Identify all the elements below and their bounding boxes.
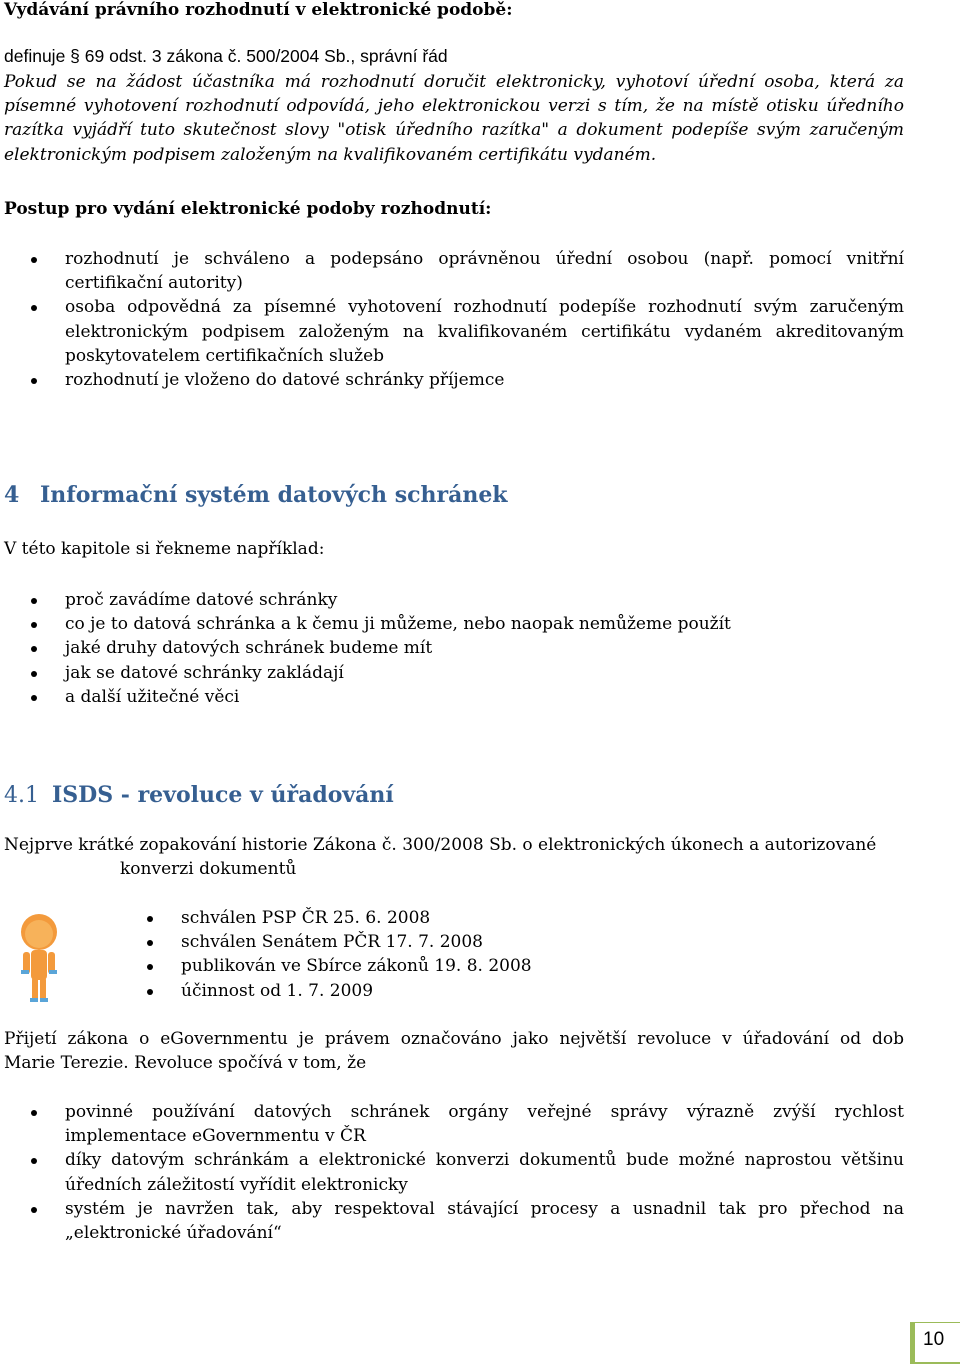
list-item [4,612,904,636]
chapter-number: 4 [4,482,20,508]
procedure-heading: Postup pro vydání elektronické podoby rozhodnutí: [4,199,492,219]
list-item-text: rozhodnutí je vloženo do datové schránky příjemce [65,370,505,391]
bullet-icon [147,940,153,946]
list-item-text: co je to datová schránka a k čemu ji můžeme, nebo naopak nemůžeme použít [65,614,731,635]
subchapter-number: 4.1 [4,783,39,808]
list-item-text: povinné používání datových schránek orgány veřejné správy výrazně zvýší rychlost [65,1102,904,1122]
bullet-icon [147,916,153,922]
list-item-text: elektronickým podpisem založeným na kvalifikovaném certifikátu vydaném akreditovaným [65,321,904,342]
list-item [4,1100,904,1148]
list-item-text: schválen Senátem PČR 17. 7. 2008 [181,932,483,953]
list-item [120,930,620,954]
page-number-underline [910,1362,960,1364]
list-item-text: certifikační autority) [65,273,243,294]
list-item [120,906,620,930]
bullet-icon [31,378,37,384]
list-item-text: poskytovatelem certifikačních služeb [65,345,385,366]
list-item-text: publikován ve Sbírce zákonů 19. 8. 2008 [181,956,532,977]
law-quote-line: Pokud se na žádost účastníka má rozhodnutí doručit elektronicky, vyhotoví úřední osoba, která za [4,72,904,92]
bullet-icon [31,695,37,701]
law-quote-line: písemné vyhotovení rozhodnutí odpovídá, jeho elektronickou verzi s tím, že na místě otisku úředního [4,96,904,117]
list-item [4,636,904,660]
list-item-text: schválen PSP ČR 25. 6. 2008 [181,908,431,928]
law-dates-list [120,906,620,1003]
list-item-text: systém je navržen tak, aby respektoval stávající procesy a usnadnil tak pro přechod na [65,1198,904,1219]
history-intro-line: Nejprve krátké zopakování historie Zákona č. 300/2008 Sb. o elektronických úkonech a autorizované [4,835,877,855]
bullet-icon [31,646,37,652]
bullet-icon [31,598,37,604]
list-item [4,685,904,709]
list-item-text: a další užitečné věci [65,686,240,707]
list-item [4,661,904,685]
bullet-icon [31,257,37,263]
bullet-icon [31,1110,37,1116]
bullet-icon [31,305,37,311]
list-item [4,295,904,368]
revolution-intro-line: Marie Terezie. Revoluce spočívá v tom, že [4,1053,367,1074]
list-item-text: rozhodnutí je schváleno a podepsáno oprávněnou úřední osobou (např. pomocí vnitřní [65,249,904,269]
list-item [120,954,620,978]
chapter-topics-list [4,588,904,709]
section-title: Vydávání právního rozhodnutí v elektronické podobě: [4,0,513,20]
list-item-text: implementace eGovernmentu v ČR [65,1126,366,1147]
list-item-text: díky datovým schránkám a elektronické konverzi dokumentů bude možné naprostou většinu [65,1150,904,1171]
list-item [4,588,904,612]
revolution-intro [4,1027,904,1075]
page-number: 10 [910,1322,960,1362]
list-item [4,368,904,392]
bullet-icon [147,964,153,970]
bullet-icon [31,1158,37,1164]
list-item-text: účinnost od 1. 7. 2009 [181,980,374,1001]
procedure-list [4,247,904,392]
mascot-figure-icon [14,910,64,1005]
subchapter-heading [4,782,394,808]
list-item [4,1148,904,1196]
list-item [120,979,620,1003]
chapter-heading [4,482,508,508]
revolution-intro-line: Přijetí zákona o eGovernmentu je právem označováno jako největší revoluce v úřadování od dob [4,1029,904,1049]
law-quote-line: razítka vyjádří tuto skutečnost slovy "otisk úředního razítka" a dokument podepíše svým zaručeným [4,120,904,141]
bullet-icon [147,989,153,995]
chapter-intro: V této kapitole si řekneme například: [4,539,325,559]
list-item-text: proč zavádíme datové schránky [65,590,338,610]
list-item-text: jaké druhy datových schránek budeme mít [65,638,433,659]
list-item-text: úředních záležitostí vyřídit elektronicky [65,1174,408,1195]
law-quote [4,70,904,167]
bullet-icon [31,622,37,628]
bullet-icon [31,1207,37,1213]
bullet-icon [31,671,37,677]
law-quote-line: elektronickým podpisem založeným na kvalifikovaném certifikátu vydaném. [4,144,657,165]
revolution-list [4,1100,904,1245]
list-item-text: osoba odpovědná za písemné vyhotovení rozhodnutí podepíše rozhodnutí svým zaručeným [65,297,904,318]
list-item-text: jak se datové schránky zakládají [65,662,344,683]
history-intro [4,833,904,881]
subchapter-title: ISDS - revoluce v úřadování [52,782,394,808]
chapter-title: Informační systém datových schránek [40,482,508,508]
history-intro-line: konverzi dokumentů [120,859,297,880]
list-item [4,1197,904,1245]
definition-line: definuje § 69 odst. 3 zákona č. 500/2004 Sb., správní řád [4,46,448,66]
list-item [4,247,904,295]
list-item-text: „elektronické úřadování“ [65,1223,282,1244]
